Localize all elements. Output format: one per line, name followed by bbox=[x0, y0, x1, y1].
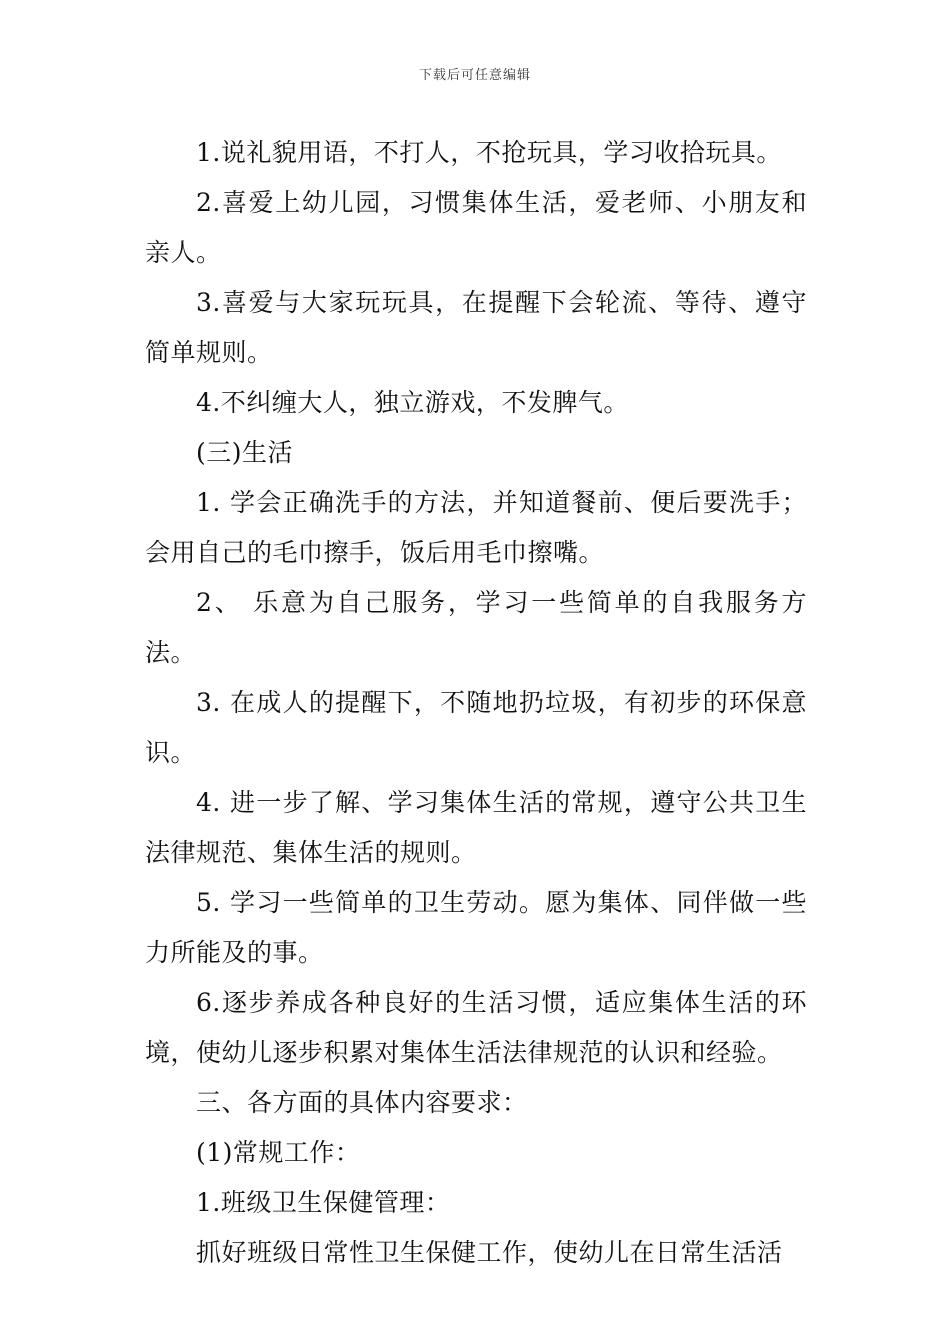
subsection-heading: 1.班级卫生保健管理： bbox=[196, 1188, 451, 1217]
paragraph: 5. 学习一些简单的卫生劳动。愿为集体、同伴做一些力所能及的事。 bbox=[145, 888, 807, 967]
paragraph: 1.说礼貌用语，不打人，不抢玩具，学习收拾玩具。 bbox=[196, 138, 782, 167]
paragraph: 3. 在成人的提醒下，不随地扔垃圾，有初步的环保意识。 bbox=[145, 688, 807, 767]
paragraph: 3.喜爱与大家玩玩具，在提醒下会轮流、等待、遵守简单规则。 bbox=[145, 288, 807, 367]
document-body bbox=[145, 128, 807, 1278]
section-heading: (三)生活 bbox=[196, 438, 294, 467]
subsection-heading: (1)常规工作： bbox=[196, 1138, 361, 1167]
section-heading: 三、各方面的具体内容要求： bbox=[196, 1088, 528, 1117]
paragraph: 抓好班级日常性卫生保健工作，使幼儿在日常生活活 bbox=[196, 1238, 783, 1267]
paragraph: 4.不纠缠大人，独立游戏，不发脾气。 bbox=[196, 388, 629, 417]
paragraph: 4. 进一步了解、学习集体生活的常规，遵守公共卫生法律规范、集体生活的规则。 bbox=[145, 788, 807, 867]
paragraph: 6.逐步养成各种良好的生活习惯，适应集体生活的环境，使幼儿逐步积累对集体生活法律规范的认识和经验。 bbox=[145, 988, 807, 1067]
page-header: 下载后可任意编辑 bbox=[418, 68, 531, 83]
paragraph: 2.喜爱上幼儿园，习惯集体生活，爱老师、小朋友和亲人。 bbox=[145, 188, 807, 267]
paragraph: 1. 学会正确洗手的方法，并知道餐前、便后要洗手；会用自己的毛巾擦手，饭后用毛巾擦嘴。 bbox=[145, 488, 807, 567]
paragraph: 2、 乐意为自己服务，学习一些简单的自我服务方法。 bbox=[145, 588, 807, 667]
